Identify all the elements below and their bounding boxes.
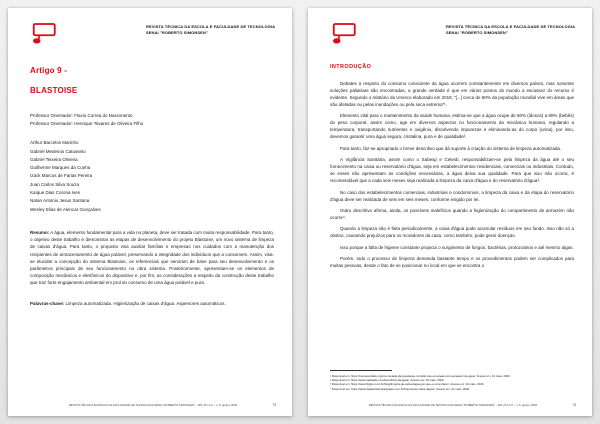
journal-title-line2: SENAI "ROBERTO SIMONSEN" (446, 30, 508, 36)
introduction-section (330, 64, 574, 275)
author-line: Juan Carlos Silva Souza (30, 181, 80, 187)
advisor-line: Professor Orientador: Flavio Correa do Nascimento (30, 113, 133, 118)
journal-title-line1: REVISTA TÉCNICA DA ESCOLA E FACULDADE DE TECNOLOGIA (146, 24, 276, 29)
article-title: BLASTOISE (30, 86, 78, 95)
author-line: Gabriel Medeiros Catusseto (30, 148, 86, 154)
page-left (8, 8, 292, 416)
page-right (308, 8, 592, 416)
page-footer-right (330, 403, 576, 407)
journal-title-line1: REVISTA TÉCNICA DA ESCOLA E FACULDADE DE TECNOLOGIA (446, 24, 576, 29)
keywords-text: Limpeza automatizada. Higienização de caixas d'água. Aspersores automáticos. (65, 300, 226, 306)
article-front-matter (30, 66, 274, 320)
body-paragraph: Debates a respeito do consumo consciente da água ocorrem constantemente em diversos países, mas somente soluções paliativas são encontradas, a grande verdade é que em vários pontos do mundo a escassez do recurso é evidente. Segundo o relatório da Unesco elaborado em 2018, "[...] cerca de 50% da população mundial vive em áreas que são afetadas ou pelas inundações ou pela seca extrema"¹. (330, 81, 575, 107)
page-number: 74 (572, 403, 576, 407)
body-paragraph: No caso dos estabelecimentos comerciais, industriais e condomínios, a limpeza da caixa e da etapa do reservatório d'água deve ser realizada de seis em seis meses, conforme exigido por lei. (330, 189, 574, 202)
advisors-list (30, 112, 274, 128)
footnote-line: ⁴ Disponível em: https://www.dedetizadorasaopaulo.com.br/limpeza-de-caixa-dagua/. Acesso em: 21 maio, 2020. (330, 386, 470, 391)
body-paragraph: A Vigilância Sanitária, assim como o Sabesp e Celesb, responsabilizam-se pela limpeza da água até o seu fornecimento na caixa ou reservatório d'água, seja em estabelecimentos residenciais, comerciais ou industriais. Contudo, se esses não apresentam as condições necessárias, a água deixa sua qualidade. Para que isso não ocorra, é recomendável que a cada seis meses seja realizada a limpeza da caixa d'água e do reservatório d'água³. (330, 157, 574, 184)
abstract-paragraph (30, 229, 274, 287)
journal-title (146, 24, 275, 37)
abstract-text: A água, elemento fundamental para a vida no planeta, deve ser tratada com muita responsabilidade. Para tanto, o objetivo deste trabalho é demonstrar as etapas de desenvolvimento do projeto Blastoise, um novo sistema de limpeza de caixas d'água. Para tanto, o proposto visa auxiliar famílias e empresas nos cuidados com a manutenção dos recipientes de armazenamento de água potável, preservando a integridade dos indivíduos que a consomem. Assim, visa-se elucidar a concepção do sistema Blastoise, os referenciais que serviram de base para seu desenvolvimento e os parâmetros principais de seu funcionamento no obra sistema. Posteriormente, apresentam-se os elementos de composição mecânicos e eletrônicos do dispositivo e, por fim, as considerações a respeito da construção deste trabalho que traz forte engajamento ambiental em prol do consumo de uma água potável e pura. (30, 230, 274, 286)
authors-list (30, 139, 274, 214)
keywords-paragraph (30, 300, 274, 307)
keywords-label: Palavras-chave: (30, 300, 65, 306)
page-header (328, 21, 576, 47)
author-line: Kaíque Dias Corona Ives (30, 190, 81, 196)
author-line: Natan Antonio Jesus Santana (30, 198, 90, 204)
footer-journal-text: REVISTA TÉCNICA DA ESCOLA E FACULDADE DE TECNOLOGIA SENAI "ROBERTO SIMONSEN" – MS | Pn.A.0 – n. 5, jan/jul, 2020 (368, 403, 538, 407)
section-title-introducao: INTRODUÇÃO (330, 64, 372, 70)
footer-journal-text: REVISTA TÉCNICA DA ESCOLA E FACULDADE DE TECNOLOGIA SENAI "ROBERTO SIMONSEN" – MS | Pn.A.0 – n. 5, jan/jul, 2020 (68, 403, 238, 407)
page-number: 73 (272, 403, 276, 407)
author-line: Gabriel Teixeira Oliveira (30, 156, 78, 162)
abstract-label: Resumo: (30, 230, 50, 235)
journal-title-line2: SENAI "ROBERTO SIMONSEN" (146, 30, 208, 36)
page-footer-left (30, 403, 276, 407)
senai-journal-logo-icon (330, 21, 360, 45)
senai-journal-logo-icon (30, 21, 60, 45)
page-header (28, 21, 276, 47)
body-paragraph: Quando a limpeza não é feita periodicamente, a caixa d'água pode acumular resíduos em seu fundo. Isso não só a obstrui, causando prejuízos para os moradores da casa, como também, pode gerar doenças. (330, 226, 574, 239)
body-paragraph: Elemento vital para o mantenimento da saúde humana, estima-se que a água ocupe de 60% (idosos) a 80% (bebês) do peso corporal, assim como, age em diversos aspectos no funcionamento da mecânica humana, regulando a temperatura, transportando nutrientes e oxigênio, dissolvendo impurezas e eliminando-as do corpo (urina), por isso, devemos garantir uma água segura, cristalina, pura e de qualidade². (330, 113, 574, 140)
footnote-line: ³ Disponível em: https://www.higitec.com.br/blog/limpeza-de-caixa-dagua-por-que-e-como-fazer/. Acesso em: 10 maio, 2020. (330, 382, 485, 387)
footnote-separator (330, 370, 392, 371)
body-paragraph: Porém, todo o processo de limpeza demanda bastante tempo e os procedimentos podem ser complicados para muitas pessoas, desde o fato de se posicionar no local em que se encontra o (330, 256, 574, 269)
advisor-line: Professor Orientador: Henrique Tavares de Oliveira Filho (30, 121, 144, 127)
body-paragraph: Isso porque a falta de higiene constante propicia o surgimento de fungos, bactérias, protozoários e até mesmo algas. (340, 244, 574, 250)
author-line: Arthur Barcelos Marinho (30, 140, 79, 146)
footnote-line: ² Disponível em: https://www.tuasaude.com/beneficios-da-agua/. Acesso em: 10 maio, 2020. (330, 378, 445, 383)
author-line: Izack Marcos de Farias Pereira (30, 173, 93, 179)
body-paragraph: Para tanto, faz-se apropriado o breve descritivo que dá suporte à criação do sistema de limpeza automatizada. (340, 145, 562, 151)
journal-title (446, 24, 575, 37)
footnotes-block (330, 370, 574, 391)
article-number-label: Artigo 9 - (30, 66, 68, 75)
body-paragraph: Outro descritivo afirma, ainda, os possíveis malefícios quando a higienização do compartimento de armazém não ocorre⁴. (330, 208, 574, 220)
author-line: Wesley Elias de Alencar Gonçalves (30, 206, 101, 212)
author-line: Guilherme Marques da Cunha (30, 165, 91, 171)
footnote-line: ¹ Disponível em: https://nacoesunidas.org/onu-metade-da-populacao-mundial-vive-em-areas-com-escassez-de-agua/. Acesso em: 10 maio, 2020. (330, 373, 511, 378)
